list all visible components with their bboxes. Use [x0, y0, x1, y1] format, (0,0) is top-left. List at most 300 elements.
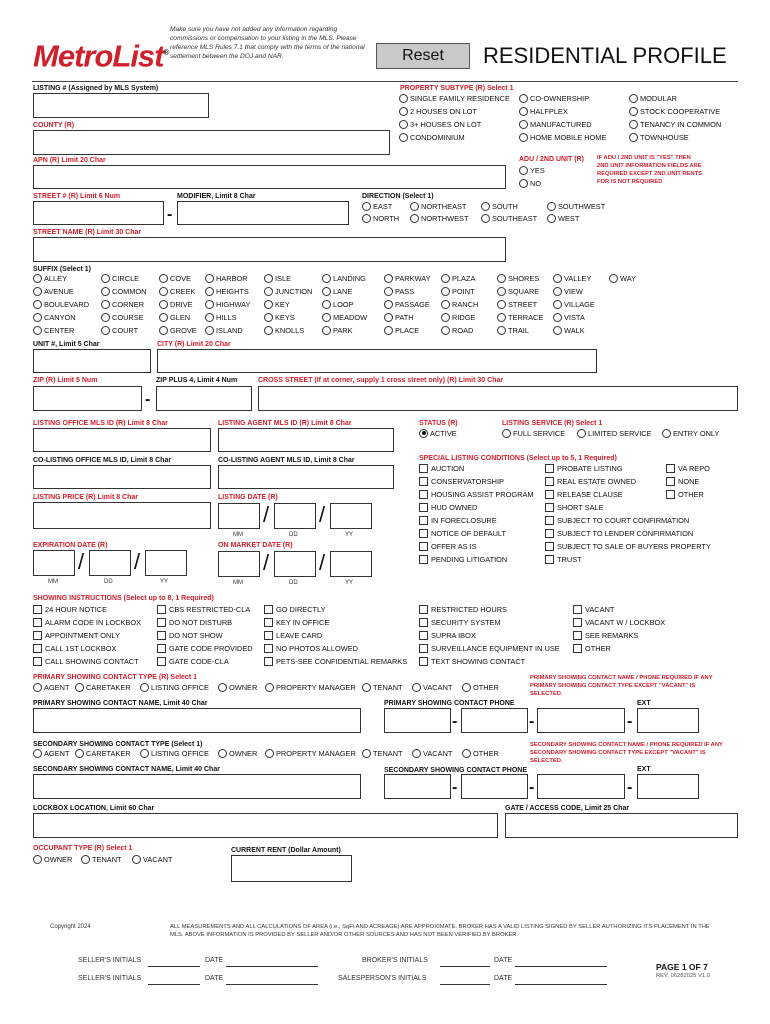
co-listing-agent-input[interactable]	[218, 465, 394, 489]
showing-key-in-office-control[interactable]	[264, 618, 273, 627]
apn-input[interactable]	[33, 165, 506, 189]
suffix-landing[interactable]	[322, 274, 366, 284]
service-full-service[interactable]	[502, 429, 565, 439]
suffix-valley[interactable]	[553, 274, 591, 284]
suffix-shores-control[interactable]	[497, 274, 506, 283]
sellers-initials-line-2[interactable]	[148, 984, 200, 985]
showing-alarm-code-in-lockbox[interactable]	[33, 618, 141, 628]
suffix-knolls-control[interactable]	[264, 326, 273, 335]
special-probate-listing[interactable]	[545, 464, 623, 474]
subtype-home-mobile-home[interactable]	[519, 133, 606, 143]
suffix-ridge[interactable]	[441, 313, 475, 323]
suffix-square-control[interactable]	[497, 287, 506, 296]
showing-gate-code-provided[interactable]	[157, 644, 253, 654]
special-none[interactable]	[666, 477, 699, 487]
special-trust[interactable]	[545, 555, 582, 565]
special-release-clause-control[interactable]	[545, 490, 554, 499]
suffix-road-control[interactable]	[441, 326, 450, 335]
suffix-walk-control[interactable]	[553, 326, 562, 335]
suffix-path[interactable]	[384, 313, 414, 323]
showing-call-1st-lockbox[interactable]	[33, 644, 116, 654]
suffix-keys[interactable]	[264, 313, 295, 323]
showing-vacant-w-lockbox[interactable]	[573, 618, 665, 628]
seller-date-line-2[interactable]	[226, 984, 318, 985]
showing-see-remarks[interactable]	[573, 631, 638, 641]
suffix-center-control[interactable]	[33, 326, 42, 335]
suffix-boulevard-control[interactable]	[33, 300, 42, 309]
subtype-modular-control[interactable]	[629, 94, 638, 103]
suffix-meadow-control[interactable]	[322, 313, 331, 322]
subtype-halfplex[interactable]	[519, 107, 568, 117]
secondary-type-other-control[interactable]	[462, 749, 471, 758]
occupant-vacant-control[interactable]	[132, 855, 141, 864]
subtype-townhouse[interactable]	[629, 133, 689, 143]
showing-24-hour-notice-control[interactable]	[33, 605, 42, 614]
suffix-drive[interactable]	[159, 300, 193, 310]
suffix-walk[interactable]	[553, 326, 585, 336]
secondary-type-owner-control[interactable]	[218, 749, 227, 758]
primary-type-property-manager-control[interactable]	[265, 683, 274, 692]
listing-price-input[interactable]	[33, 502, 211, 529]
suffix-cove[interactable]	[159, 274, 191, 284]
suffix-island[interactable]	[205, 326, 243, 336]
showing-go-directly[interactable]	[264, 605, 326, 615]
expiration-date-yy-input[interactable]	[145, 550, 187, 576]
suffix-village-control[interactable]	[553, 300, 562, 309]
suffix-knolls[interactable]	[264, 326, 304, 336]
secondary-type-listing-office-control[interactable]	[140, 749, 149, 758]
showing-24-hour-notice[interactable]	[33, 605, 107, 615]
showing-restricted-hours[interactable]	[419, 605, 507, 615]
direction-north-control[interactable]	[362, 214, 371, 223]
gate-input[interactable]	[505, 813, 738, 838]
service-limited-service[interactable]	[577, 429, 652, 439]
special-auction-control[interactable]	[419, 464, 428, 473]
showing-leave-card[interactable]	[264, 631, 322, 641]
suffix-park[interactable]	[322, 326, 353, 336]
direction-west[interactable]	[547, 214, 579, 224]
suffix-key[interactable]	[264, 300, 290, 310]
special-hud-owned-control[interactable]	[419, 503, 428, 512]
secondary-phone-part-3[interactable]	[537, 774, 625, 799]
suffix-court-control[interactable]	[101, 326, 110, 335]
showing-supra-ibox-control[interactable]	[419, 631, 428, 640]
showing-pets-see-confidential-remarks[interactable]	[264, 657, 407, 667]
suffix-pass-control[interactable]	[384, 287, 393, 296]
suffix-keys-control[interactable]	[264, 313, 273, 322]
showing-call-showing-contact[interactable]	[33, 657, 139, 667]
showing-cbs-restricted-cla[interactable]	[157, 605, 250, 615]
direction-northwest[interactable]	[410, 214, 469, 224]
suffix-isle[interactable]	[264, 274, 291, 284]
direction-southwest[interactable]	[547, 202, 605, 212]
primary-type-owner-control[interactable]	[218, 683, 227, 692]
service-entry-only-control[interactable]	[662, 429, 671, 438]
showing-gate-code-cla-control[interactable]	[157, 657, 166, 666]
suffix-isle-control[interactable]	[264, 274, 273, 283]
salesperson-date-line[interactable]	[515, 984, 607, 985]
occupant-owner-control[interactable]	[33, 855, 42, 864]
showing-leave-card-control[interactable]	[264, 631, 273, 640]
showing-other[interactable]	[573, 644, 611, 654]
suffix-glen-control[interactable]	[159, 313, 168, 322]
showing-do-not-show[interactable]	[157, 631, 223, 641]
showing-alarm-code-in-lockbox-control[interactable]	[33, 618, 42, 627]
showing-security-system[interactable]	[419, 618, 501, 628]
direction-east-control[interactable]	[362, 202, 371, 211]
suffix-view-control[interactable]	[553, 287, 562, 296]
secondary-type-property-manager[interactable]	[265, 749, 356, 759]
showing-restricted-hours-control[interactable]	[419, 605, 428, 614]
showing-no-photos-allowed[interactable]	[264, 644, 358, 654]
special-pending-litigation[interactable]	[419, 555, 507, 565]
adu-no[interactable]	[519, 179, 541, 189]
suffix-lane-control[interactable]	[322, 287, 331, 296]
subtype-halfplex-control[interactable]	[519, 107, 528, 116]
direction-south-control[interactable]	[481, 202, 490, 211]
showing-vacant-control[interactable]	[573, 605, 582, 614]
showing-text-showing-contact[interactable]	[419, 657, 525, 667]
salesperson-initials-line[interactable]	[440, 984, 490, 985]
special-conservatorship[interactable]	[419, 477, 504, 487]
suffix-common[interactable]	[101, 287, 147, 297]
special-va-repo[interactable]	[666, 464, 710, 474]
suffix-corner[interactable]	[101, 300, 144, 310]
special-trust-control[interactable]	[545, 555, 554, 564]
special-release-clause[interactable]	[545, 490, 623, 500]
subtype-home-mobile-home-control[interactable]	[519, 133, 528, 142]
suffix-trail-control[interactable]	[497, 326, 506, 335]
special-subject-to-lender-confirmation[interactable]	[545, 529, 693, 539]
showing-call-showing-contact-control[interactable]	[33, 657, 42, 666]
showing-other-control[interactable]	[573, 644, 582, 653]
suffix-loop-control[interactable]	[322, 300, 331, 309]
showing-key-in-office[interactable]	[264, 618, 329, 628]
showing-vacant[interactable]	[573, 605, 614, 615]
suffix-plaza[interactable]	[441, 274, 475, 284]
suffix-harbor-control[interactable]	[205, 274, 214, 283]
secondary-type-tenant[interactable]	[362, 749, 403, 759]
subtype-3-houses-on-lot-control[interactable]	[399, 120, 408, 129]
showing-vacant-w-lockbox-control[interactable]	[573, 618, 582, 627]
adu-yes-control[interactable]	[519, 166, 528, 175]
special-other-control[interactable]	[666, 490, 675, 499]
special-conservatorship-control[interactable]	[419, 477, 428, 486]
on-market-date-mm-input[interactable]	[218, 551, 260, 577]
unit-input[interactable]	[33, 349, 151, 373]
listing-date-mm-input[interactable]	[218, 503, 260, 529]
special-probate-listing-control[interactable]	[545, 464, 554, 473]
special-hud-owned[interactable]	[419, 503, 477, 513]
suffix-circle-control[interactable]	[101, 274, 110, 283]
street-number-input[interactable]	[33, 201, 164, 225]
secondary-type-caretaker[interactable]	[75, 749, 131, 759]
suffix-park-control[interactable]	[322, 326, 331, 335]
special-subject-to-sale-of-buyers-property[interactable]	[545, 542, 711, 552]
direction-northwest-control[interactable]	[410, 214, 419, 223]
suffix-street[interactable]	[497, 300, 537, 310]
suffix-ridge-control[interactable]	[441, 313, 450, 322]
service-limited-service-control[interactable]	[577, 429, 586, 438]
suffix-point[interactable]	[441, 287, 475, 297]
special-auction[interactable]	[419, 464, 464, 474]
suffix-glen[interactable]	[159, 313, 190, 323]
suffix-vista-control[interactable]	[553, 313, 562, 322]
subtype-co-ownership-control[interactable]	[519, 94, 528, 103]
special-offer-as-is[interactable]	[419, 542, 477, 552]
suffix-ranch[interactable]	[441, 300, 478, 310]
secondary-type-listing-office[interactable]	[140, 749, 209, 759]
showing-do-not-disturb[interactable]	[157, 618, 232, 628]
suffix-hills[interactable]	[205, 313, 237, 323]
occupant-tenant-control[interactable]	[81, 855, 90, 864]
secondary-ext-input[interactable]	[637, 774, 699, 799]
suffix-canyon-control[interactable]	[33, 313, 42, 322]
suffix-vista[interactable]	[553, 313, 585, 323]
listing-date-yy-input[interactable]	[330, 503, 372, 529]
suffix-creek-control[interactable]	[159, 287, 168, 296]
secondary-name-input[interactable]	[33, 774, 361, 799]
secondary-type-vacant[interactable]	[412, 749, 452, 759]
showing-see-remarks-control[interactable]	[573, 631, 582, 640]
suffix-creek[interactable]	[159, 287, 195, 297]
occupant-vacant[interactable]	[132, 855, 172, 865]
on-market-date-yy-input[interactable]	[330, 551, 372, 577]
direction-north[interactable]	[362, 214, 399, 224]
special-notice-of-default[interactable]	[419, 529, 506, 539]
showing-appointment-only[interactable]	[33, 631, 120, 641]
secondary-phone-part-1[interactable]	[384, 774, 451, 799]
special-subject-to-court-confirmation-control[interactable]	[545, 516, 554, 525]
expiration-date-dd-input[interactable]	[89, 550, 131, 576]
suffix-highway[interactable]	[205, 300, 251, 310]
primary-type-other-control[interactable]	[462, 683, 471, 692]
listing-date-dd-input[interactable]	[274, 503, 316, 529]
special-notice-of-default-control[interactable]	[419, 529, 428, 538]
suffix-corner-control[interactable]	[101, 300, 110, 309]
county-input[interactable]	[33, 130, 390, 155]
suffix-grove-control[interactable]	[159, 326, 168, 335]
zip-input[interactable]	[33, 386, 142, 411]
suffix-point-control[interactable]	[441, 287, 450, 296]
secondary-type-agent-control[interactable]	[33, 749, 42, 758]
suffix-street-control[interactable]	[497, 300, 506, 309]
primary-name-input[interactable]	[33, 708, 361, 733]
subtype-stock-cooperative-control[interactable]	[629, 107, 638, 116]
showing-pets-see-confidential-remarks-control[interactable]	[264, 657, 273, 666]
primary-type-vacant[interactable]	[412, 683, 452, 693]
subtype-stock-cooperative[interactable]	[629, 107, 720, 117]
special-subject-to-court-confirmation[interactable]	[545, 516, 689, 526]
subtype-townhouse-control[interactable]	[629, 133, 638, 142]
secondary-type-agent[interactable]	[33, 749, 69, 759]
direction-southeast-control[interactable]	[481, 214, 490, 223]
subtype-single-family-residence[interactable]	[399, 94, 510, 104]
special-va-repo-control[interactable]	[666, 464, 675, 473]
suffix-highway-control[interactable]	[205, 300, 214, 309]
suffix-heights-control[interactable]	[205, 287, 214, 296]
primary-type-owner[interactable]	[218, 683, 257, 693]
showing-text-showing-contact-control[interactable]	[419, 657, 428, 666]
showing-security-system-control[interactable]	[419, 618, 428, 627]
secondary-type-other[interactable]	[462, 749, 499, 759]
suffix-passage-control[interactable]	[384, 300, 393, 309]
status-active-radio[interactable]	[419, 429, 457, 439]
suffix-circle[interactable]	[101, 274, 139, 284]
direction-south[interactable]	[481, 202, 518, 212]
occupant-tenant[interactable]	[81, 855, 122, 865]
subtype-tenancy-in-common[interactable]	[629, 120, 721, 130]
listing-office-input[interactable]	[33, 428, 211, 452]
suffix-cove-control[interactable]	[159, 274, 168, 283]
suffix-pass[interactable]	[384, 287, 414, 297]
showing-no-photos-allowed-control[interactable]	[264, 644, 273, 653]
suffix-place-control[interactable]	[384, 326, 393, 335]
suffix-avenue[interactable]	[33, 287, 74, 297]
suffix-alley[interactable]	[33, 274, 67, 284]
listing-agent-input[interactable]	[218, 428, 394, 452]
suffix-course-control[interactable]	[101, 313, 110, 322]
showing-go-directly-control[interactable]	[264, 605, 273, 614]
direction-southeast[interactable]	[481, 214, 537, 224]
direction-northeast-control[interactable]	[410, 202, 419, 211]
adu-yes[interactable]	[519, 166, 545, 176]
sellers-initials-line-1[interactable]	[148, 966, 200, 967]
modifier-input[interactable]	[177, 201, 349, 225]
primary-ext-input[interactable]	[637, 708, 699, 733]
primary-type-vacant-control[interactable]	[412, 683, 421, 692]
suffix-key-control[interactable]	[264, 300, 273, 309]
suffix-alley-control[interactable]	[33, 274, 42, 283]
suffix-view[interactable]	[553, 287, 583, 297]
suffix-place[interactable]	[384, 326, 419, 336]
street-name-input[interactable]	[33, 237, 506, 262]
suffix-junction[interactable]	[264, 287, 312, 297]
subtype-modular[interactable]	[629, 94, 677, 104]
suffix-way[interactable]	[609, 274, 636, 284]
suffix-valley-control[interactable]	[553, 274, 562, 283]
direction-west-control[interactable]	[547, 214, 556, 223]
subtype-3-houses-on-lot[interactable]	[399, 120, 481, 130]
cross-street-input[interactable]	[258, 386, 738, 411]
showing-gate-code-provided-control[interactable]	[157, 644, 166, 653]
secondary-type-owner[interactable]	[218, 749, 257, 759]
suffix-road[interactable]	[441, 326, 473, 336]
suffix-boulevard[interactable]	[33, 300, 89, 310]
seller-date-line-1[interactable]	[226, 966, 318, 967]
primary-type-caretaker-control[interactable]	[75, 683, 84, 692]
suffix-avenue-control[interactable]	[33, 287, 42, 296]
direction-northeast[interactable]	[410, 202, 466, 212]
primary-type-listing-office[interactable]	[140, 683, 209, 693]
showing-do-not-show-control[interactable]	[157, 631, 166, 640]
special-none-control[interactable]	[666, 477, 675, 486]
city-input[interactable]	[157, 349, 597, 373]
listing-number-input[interactable]	[33, 93, 209, 118]
showing-appointment-only-control[interactable]	[33, 631, 42, 640]
suffix-meadow[interactable]	[322, 313, 367, 323]
special-housing-assist-program-control[interactable]	[419, 490, 428, 499]
brokers-initials-line[interactable]	[440, 966, 490, 967]
suffix-village[interactable]	[553, 300, 595, 310]
co-listing-office-input[interactable]	[33, 465, 211, 489]
suffix-hills-control[interactable]	[205, 313, 214, 322]
primary-type-other[interactable]	[462, 683, 499, 693]
subtype-co-ownership[interactable]	[519, 94, 589, 104]
showing-supra-ibox[interactable]	[419, 631, 476, 641]
primary-type-agent-control[interactable]	[33, 683, 42, 692]
direction-east[interactable]	[362, 202, 392, 212]
service-full-service-control[interactable]	[502, 429, 511, 438]
primary-phone-part-2[interactable]	[461, 708, 528, 733]
special-in-foreclosure[interactable]	[419, 516, 497, 526]
special-pending-litigation-control[interactable]	[419, 555, 428, 564]
secondary-phone-part-2[interactable]	[461, 774, 528, 799]
primary-phone-part-1[interactable]	[384, 708, 451, 733]
zip-plus-input[interactable]	[156, 386, 252, 411]
subtype-manufactured-control[interactable]	[519, 120, 528, 129]
suffix-loop[interactable]	[322, 300, 354, 310]
special-offer-as-is-control[interactable]	[419, 542, 428, 551]
special-housing-assist-program[interactable]	[419, 490, 534, 500]
suffix-terrace-control[interactable]	[497, 313, 506, 322]
broker-date-line[interactable]	[515, 966, 607, 967]
special-short-sale[interactable]	[545, 503, 604, 513]
subtype-tenancy-in-common-control[interactable]	[629, 120, 638, 129]
suffix-passage[interactable]	[384, 300, 430, 310]
suffix-terrace[interactable]	[497, 313, 543, 323]
subtype-condominium[interactable]	[399, 133, 465, 143]
suffix-harbor[interactable]	[205, 274, 248, 284]
showing-gate-code-cla[interactable]	[157, 657, 229, 667]
showing-call-1st-lockbox-control[interactable]	[33, 644, 42, 653]
primary-type-agent[interactable]	[33, 683, 69, 693]
suffix-square[interactable]	[497, 287, 539, 297]
subtype-condominium-control[interactable]	[399, 133, 408, 142]
secondary-type-caretaker-control[interactable]	[75, 749, 84, 758]
primary-type-tenant-control[interactable]	[362, 683, 371, 692]
suffix-ranch-control[interactable]	[441, 300, 450, 309]
primary-type-caretaker[interactable]	[75, 683, 131, 693]
special-real-estate-owned-control[interactable]	[545, 477, 554, 486]
special-in-foreclosure-control[interactable]	[419, 516, 428, 525]
lockbox-input[interactable]	[33, 813, 498, 838]
showing-cbs-restricted-cla-control[interactable]	[157, 605, 166, 614]
primary-type-listing-office-control[interactable]	[140, 683, 149, 692]
expiration-date-mm-input[interactable]	[33, 550, 75, 576]
secondary-type-tenant-control[interactable]	[362, 749, 371, 758]
suffix-way-control[interactable]	[609, 274, 618, 283]
primary-type-property-manager[interactable]	[265, 683, 356, 693]
suffix-junction-control[interactable]	[264, 287, 273, 296]
suffix-landing-control[interactable]	[322, 274, 331, 283]
subtype-2-houses-on-lot-control[interactable]	[399, 107, 408, 116]
showing-surveillance-equipment-in-use-control[interactable]	[419, 644, 428, 653]
suffix-shores[interactable]	[497, 274, 539, 284]
secondary-type-vacant-control[interactable]	[412, 749, 421, 758]
reset-button[interactable]: Reset	[376, 43, 470, 69]
suffix-canyon[interactable]	[33, 313, 76, 323]
special-real-estate-owned[interactable]	[545, 477, 636, 487]
suffix-drive-control[interactable]	[159, 300, 168, 309]
subtype-single-family-residence-control[interactable]	[399, 94, 408, 103]
showing-do-not-disturb-control[interactable]	[157, 618, 166, 627]
primary-phone-part-3[interactable]	[537, 708, 625, 733]
current-rent-input[interactable]	[231, 855, 352, 882]
suffix-parkway[interactable]	[384, 274, 431, 284]
special-short-sale-control[interactable]	[545, 503, 554, 512]
on-market-date-dd-input[interactable]	[274, 551, 316, 577]
